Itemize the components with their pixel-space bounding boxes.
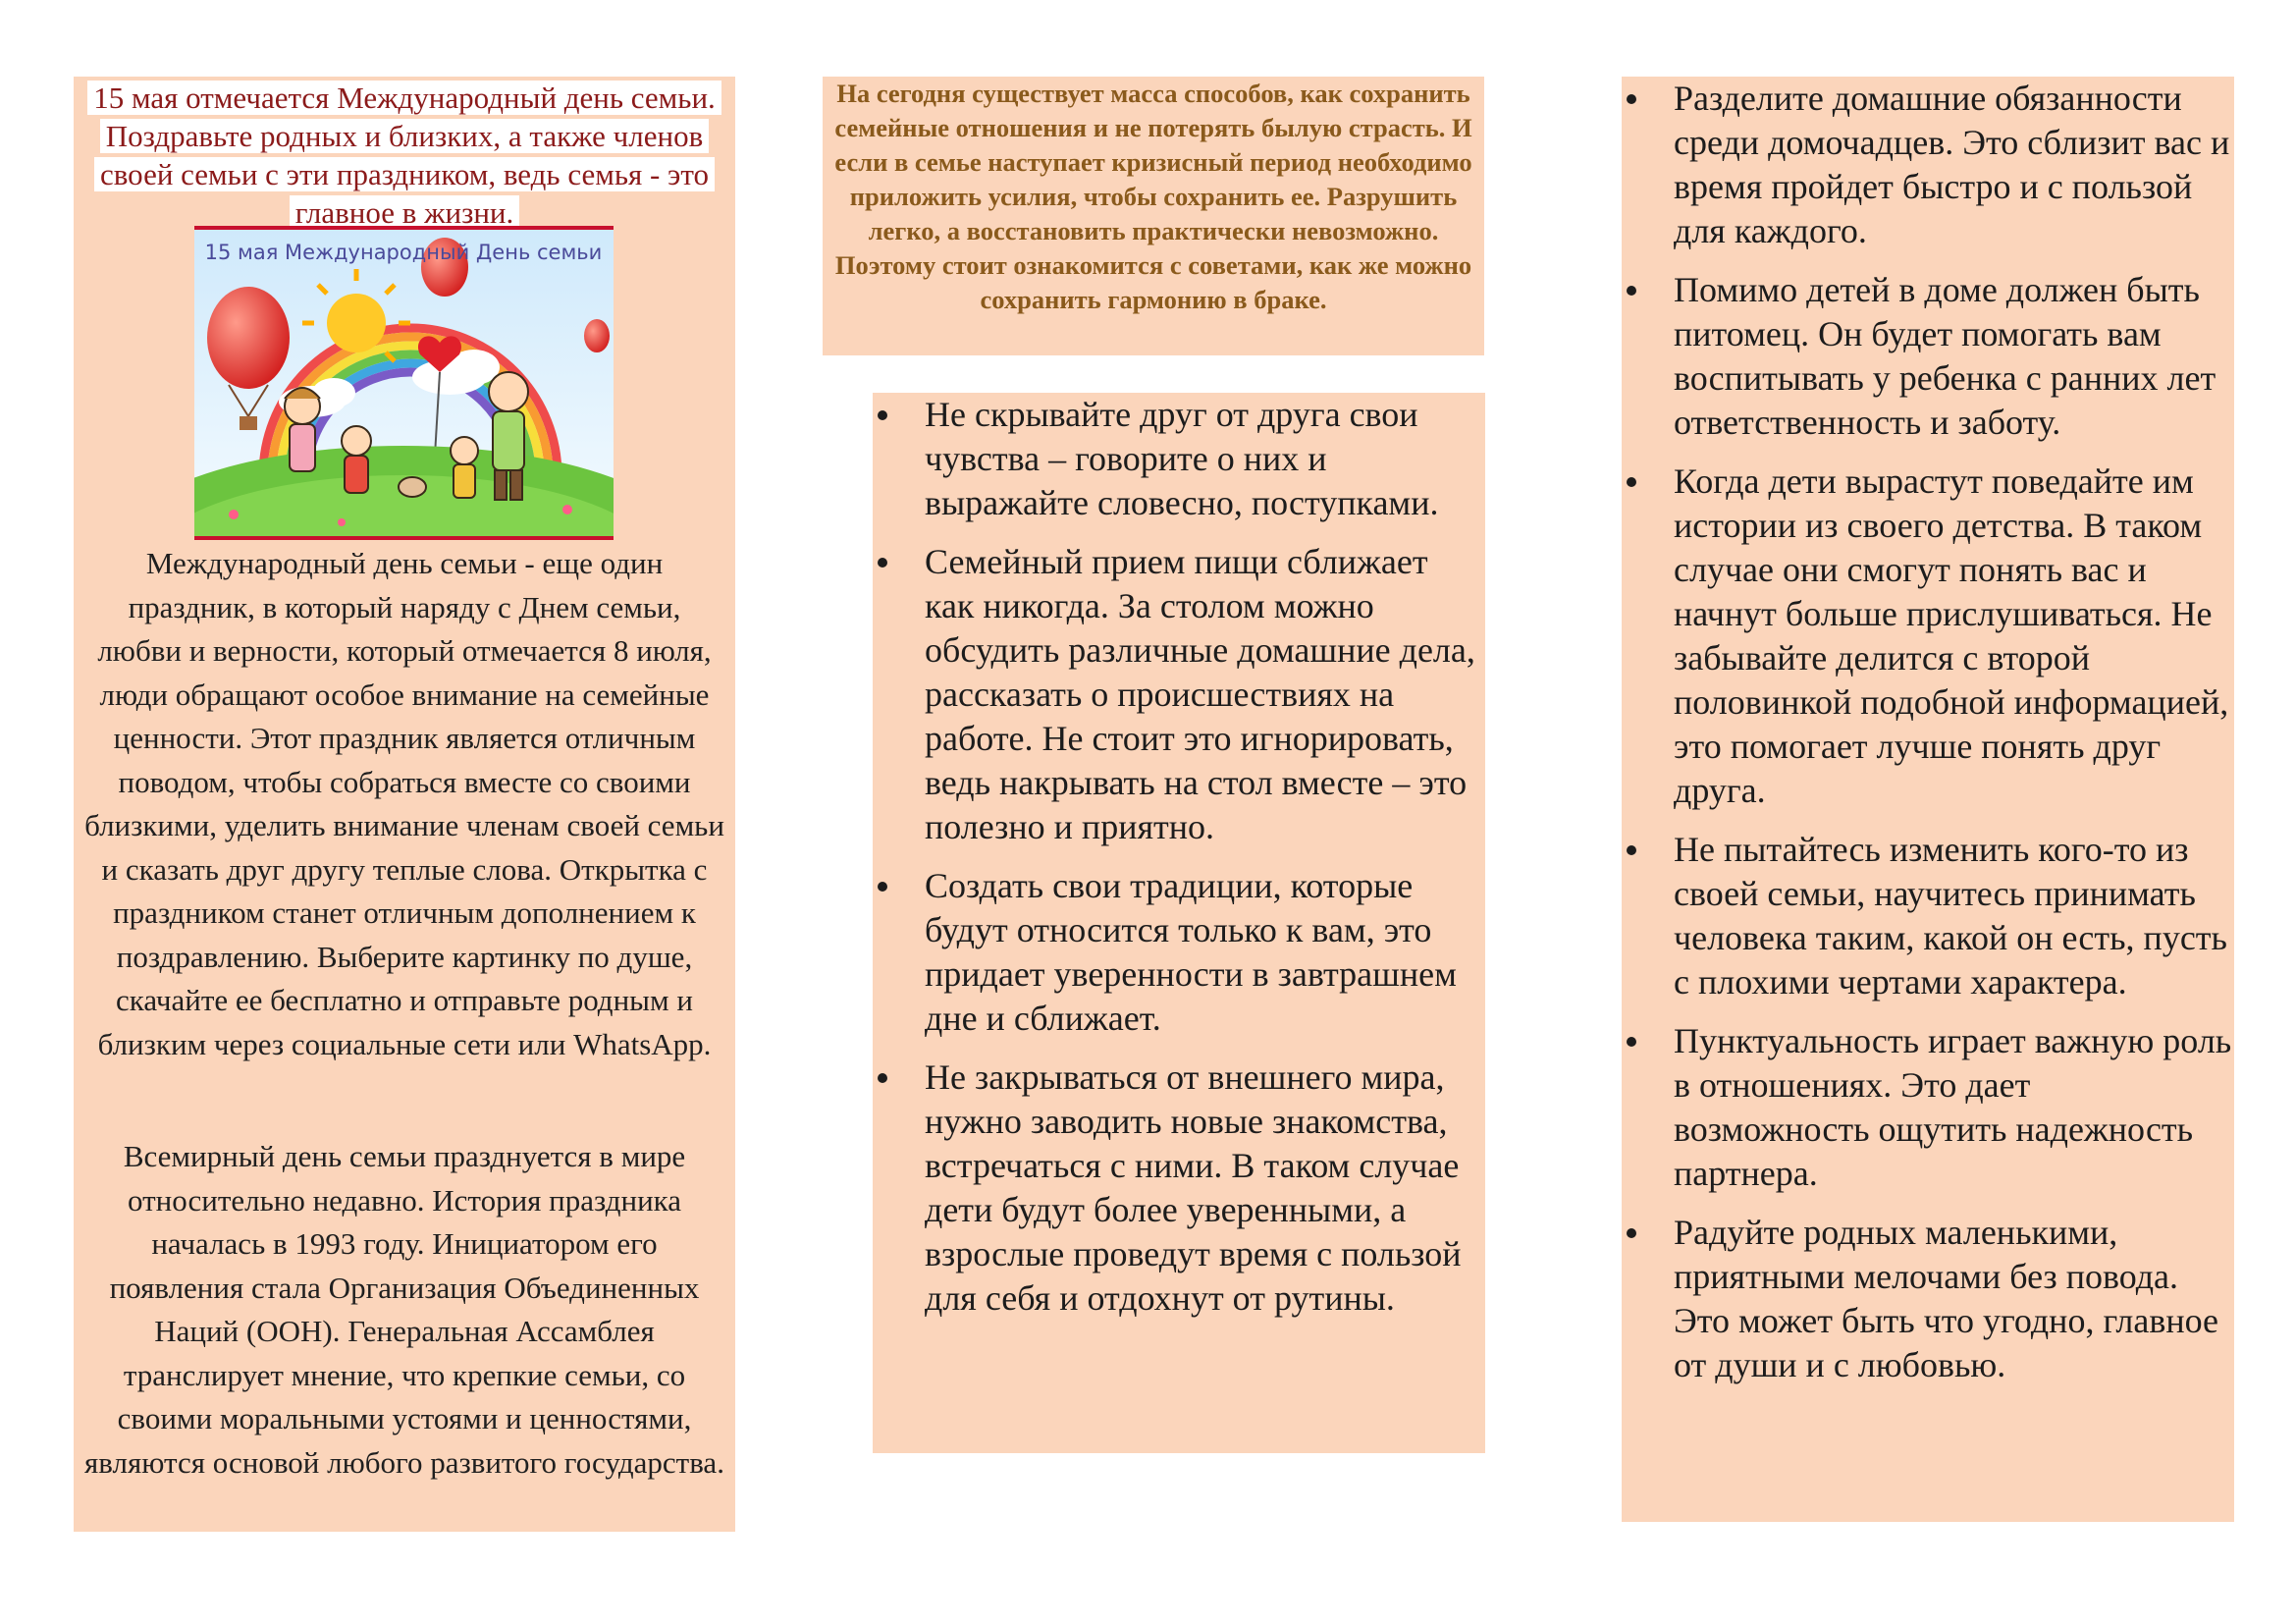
bullet-icon xyxy=(878,1073,887,1083)
column-3-tips-panel xyxy=(1622,77,2234,1522)
tip-item: Семейный прием пищи сближает как никогда. За столом можно обсудить различные домашние дела, рассказать о происшествиях на работе. Не стоит это игнорировать, ведь накрывать на стол вместе – это полезно и приятно. xyxy=(873,540,1485,849)
bullet-icon xyxy=(1627,845,1636,855)
tip-item: Не скрывайте друг от друга свои чувства – говорите о них и выражайте словесно, поступками. xyxy=(873,393,1485,525)
illustration-caption: 15 мая Международный День семьи xyxy=(204,241,603,264)
tips-list-1 xyxy=(873,393,1485,1321)
tip-item: Создать свои традиции, которые будут относится только к вам, это придает уверенности в завтрашнем дне и сближает. xyxy=(873,864,1485,1041)
tip-item: Не пытайтесь изменить кого-то из своей семьи, научитесь принимать человека таким, какой он есть, пусть с плохими чертами характера. xyxy=(1622,828,2234,1004)
bullet-icon xyxy=(1627,477,1636,487)
greeting-text: 15 мая отмечается Международный день семьи. Поздравьте родных и близких, а также членов своей семьи с эти праздником, ведь семья - это главное в жизни. xyxy=(74,79,735,232)
bullet-icon xyxy=(1627,1228,1636,1238)
column-2-intro-panel xyxy=(823,77,1484,355)
column-1-panel xyxy=(74,77,735,1532)
family-day-paragraph-1: Международный день семьи - еще один праздник, в который наряду с Днем семьи, любви и верности, который отмечается 8 июля, люди обращают особое внимание на семейные ценности. Этот праздник является отличным поводом, чтобы собраться вместе со своими близкими, уделить внимание членам своей семьи и сказать друг другу теплые слова. Открытка с праздником станет отличным дополнением к поздравлению. Выберите картинку по душе, скачайте ее бесплатно и отправьте родным и близким через социальные сети или WhatsApp. xyxy=(84,546,724,1061)
tip-item: Когда дети вырастут поведайте им истории из своего детства. В таком случае они смогут понять вас и начнут больше прислушиваться. Не забывайте делится с второй половинкой подобной информацией, это помогает лучше понять друг друга. xyxy=(1622,460,2234,813)
tip-item: Пунктуальность играет важную роль в отношениях. Это дает возможность ощутить надежность партнера. xyxy=(1622,1019,2234,1196)
bullet-icon xyxy=(878,882,887,892)
bullet-icon xyxy=(1627,94,1636,104)
tip-item: Разделите домашние обязанности среди домочадцев. Это сблизит вас и время пройдет быстро и с пользой для каждого. xyxy=(1622,77,2234,253)
tip-item: Не закрываться от внешнего мира, нужно заводить новые знакомства, встречаться с ними. В таком случае дети будут более уверенными, а взрослые проведут время с пользой для себя и отдохнут от рутины. xyxy=(873,1056,1485,1321)
family-day-paragraph-2: Всемирный день семьи празднуется в мире относительно недавно. История праздника началась в 1993 году. Инициатором его появления стала Организация Объединенных Наций (ООН). Генеральная Ассамблея транслирует мнение, что крепкие семьи, со своими моральными устоями и ценностями, являются основой любого развитого государства. xyxy=(84,1139,724,1480)
tip-item: Помимо детей в доме должен быть питомец. Он будет помогать вам воспитывать у ребенка с ранних лет ответственность и заботу. xyxy=(1622,268,2234,445)
column-2-tips-panel xyxy=(873,393,1485,1453)
bullet-icon xyxy=(1627,1037,1636,1047)
bullet-icon xyxy=(878,410,887,420)
bullet-icon xyxy=(1627,286,1636,296)
tips-list-2 xyxy=(1622,77,2234,1387)
family-day-illustration xyxy=(194,226,614,540)
advice-intro-text: На сегодня существует масса способов, как сохранить семейные отношения и не потерять былую страсть. И если в семье наступает кризисный период необходимо приложить усилия, чтобы сохранить ее. Разрушить легко, а восстановить практически невозможно. Поэтому стоит ознакомится с советами, как же можно сохранить гармонию в браке. xyxy=(834,79,1472,314)
bullet-icon xyxy=(878,558,887,568)
tip-item: Радуйте родных маленькими, приятными мелочами без повода. Это может быть что угодно, главное от души и с любовью. xyxy=(1622,1211,2234,1387)
